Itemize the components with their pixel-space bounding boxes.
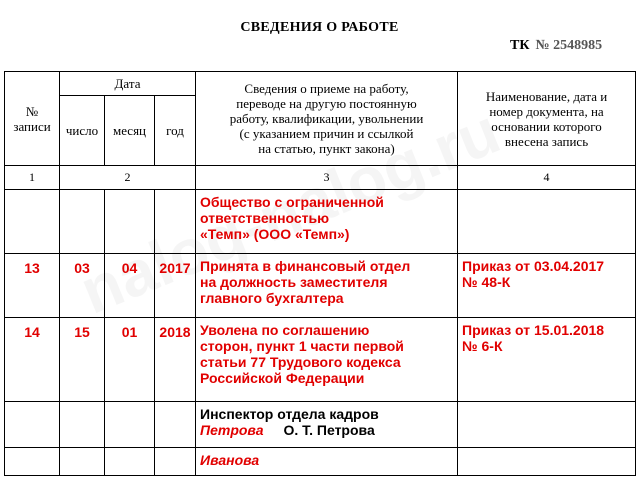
labor-book-number xyxy=(510,38,602,54)
header-date: Дата xyxy=(60,72,196,96)
record-number: 14 xyxy=(5,318,60,402)
record-info: Принята в финансовый отдел на должность заместителя главного бухгалтера xyxy=(196,254,458,318)
page-title: СВЕДЕНИЯ О РАБОТЕ xyxy=(240,20,399,35)
header-month: месяц xyxy=(105,96,155,166)
record-month: 01 xyxy=(105,318,155,402)
record-info: Уволена по соглашению сторон, пункт 1 части первой статьи 77 Трудового кодекса Российской Федерации xyxy=(196,318,458,402)
record-year: 2018 xyxy=(155,318,196,402)
header-info: Сведения о приеме на работу, переводе на другую постоянную работу, квалификации, увольнении (с указанием причин и ссылкой на статью, пункт закона) xyxy=(196,72,458,166)
employee-signature-cell xyxy=(196,448,458,476)
handwritten-signature: Петрова xyxy=(200,422,264,438)
record-document: Приказ от 15.01.2018 № 6-К xyxy=(458,318,636,402)
hr-inspector-position: Инспектор отдела кадров xyxy=(200,406,379,422)
col-num-2: 2 xyxy=(60,166,196,190)
header-row-1 xyxy=(5,72,636,96)
table-row xyxy=(5,448,636,476)
col-num-4: 4 xyxy=(458,166,636,190)
record-year: 2017 xyxy=(155,254,196,318)
table-row xyxy=(5,190,636,254)
record-day: 03 xyxy=(60,254,105,318)
record-day: 15 xyxy=(60,318,105,402)
header-day: число xyxy=(60,96,105,166)
table-row xyxy=(5,254,636,318)
column-numbers-row xyxy=(5,166,636,190)
header-year: год xyxy=(155,96,196,166)
record-number: 13 xyxy=(5,254,60,318)
employee-signature: Иванова xyxy=(200,452,260,468)
col-num-3: 3 xyxy=(196,166,458,190)
table-row xyxy=(5,318,636,402)
signer-name: О. Т. Петрова xyxy=(283,422,375,438)
header-document: Наименование, дата и номер документа, на основании которого внесена запись xyxy=(458,72,636,166)
record-month: 04 xyxy=(105,254,155,318)
work-records-table xyxy=(4,71,636,476)
col-num-1: 1 xyxy=(5,166,60,190)
record-document: Приказ от 03.04.2017 № 48-К xyxy=(458,254,636,318)
tk-number: № 2548985 xyxy=(535,38,603,53)
tk-label: ТК xyxy=(510,38,530,53)
table-row xyxy=(5,402,636,448)
company-name: Общество с ограниченной ответственностью «Темп» (ООО «Темп») xyxy=(196,190,458,254)
header-record-no: № записи xyxy=(5,72,60,166)
hr-inspector-signature xyxy=(196,402,458,448)
